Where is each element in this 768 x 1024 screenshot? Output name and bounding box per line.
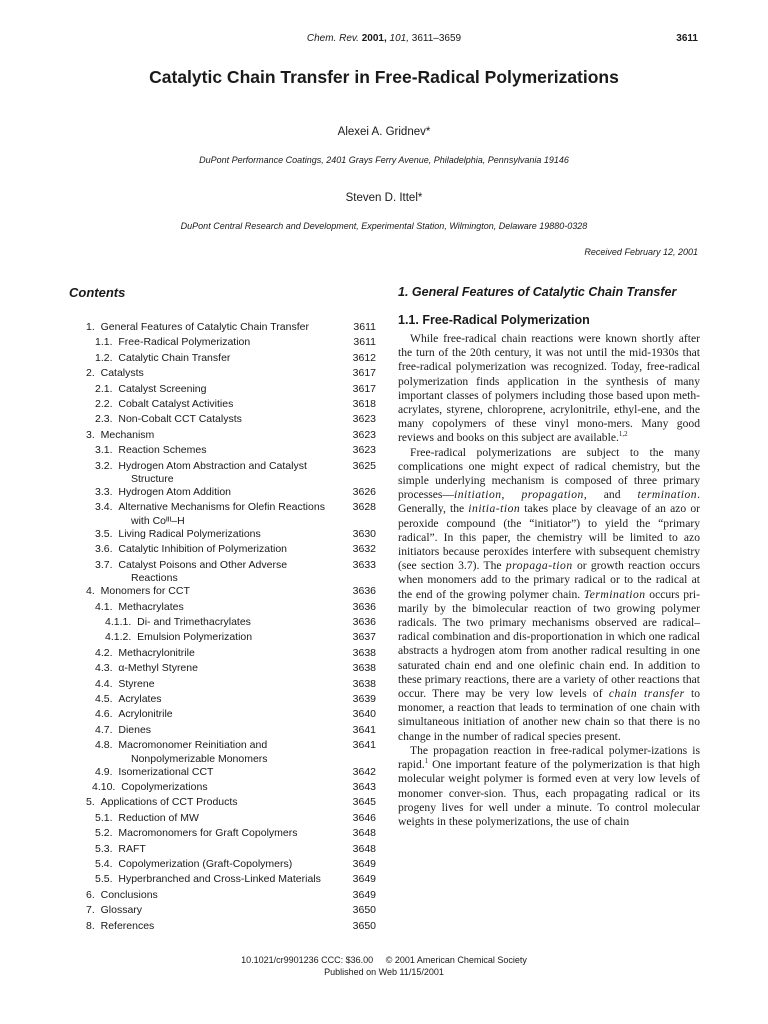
toc-number: 1. <box>86 321 95 333</box>
toc-item <box>86 443 376 458</box>
toc-page: 3638 <box>352 662 376 675</box>
toc-number: 4.1.1. <box>105 615 132 628</box>
paragraph-1: While free-radical chain reactions were known shortly after the turn of the 20th century, it was not until the mid-1930s that free-radical polymerization was recognized. Today, free-radical polymerization finds application in the synthesis of many important classes of polymers including those based upon meth-acrylates, styrene, chloroprene, acrylonitrile, ethyl-ene, and the many copolymers of these vinyl mono-mers. Many good reviews and books on this subject are available.$^{1,2}$ <box>398 332 700 445</box>
paragraph-text: takes place by cleavage of an azo or peroxide compound (the “initiator”) to yield the “primary radical”. In this paper, the chemistry will be limited to azo initiators because peroxides interfere with subsequent chemistry (see section 3.7). The <box>398 502 700 573</box>
toc-item <box>86 903 376 918</box>
paragraph-text: to monomer, a reaction that leads to termination of one chain with simultaneous initiation of another new chain so that there is no change in the number of radical species present. <box>398 687 701 743</box>
author-1: Alexei A. Gridnev* <box>337 126 431 138</box>
toc-label: Macromonomer Reinitiation and <box>118 739 268 752</box>
toc-number: 3.2. <box>95 459 113 472</box>
toc-label: Cobalt Catalyst Activities <box>118 398 234 411</box>
toc-number: 1.2. <box>95 351 113 364</box>
toc-page: 3636 <box>352 615 376 628</box>
toc-number: 4.6. <box>95 708 113 721</box>
toc-item <box>86 795 376 810</box>
contents-heading: Contents <box>69 285 126 300</box>
toc-page: 3643 <box>352 780 376 793</box>
toc-label-continued: Nonpolymerizable Monomers <box>131 752 268 765</box>
toc-page: 3623 <box>352 444 376 457</box>
footer-copyright: © 2001 American Chemical Society <box>385 955 527 965</box>
toc-item <box>86 615 376 630</box>
toc-number: 5. <box>86 796 95 809</box>
toc-page: 3641 <box>352 739 376 752</box>
toc-page: 3612 <box>352 351 376 364</box>
toc-label: Mechanism <box>100 428 155 441</box>
toc-label: Macromonomers for Graft Copolymers <box>118 827 298 840</box>
toc-label: Emulsion Polymerization <box>137 631 253 644</box>
toc-label: Dienes <box>118 723 152 736</box>
toc-number: 4.8. <box>95 739 113 752</box>
toc-page: 3628 <box>352 501 376 514</box>
toc-number: 3.4. <box>95 501 113 514</box>
toc-label: Reduction of MW <box>118 811 199 824</box>
emphasized-term: propaga-tion <box>505 559 573 573</box>
paper-title: Catalytic Chain Transfer in Free-Radical Polymerizations <box>149 67 619 87</box>
toc-item <box>86 584 376 599</box>
table-of-contents <box>86 320 376 934</box>
paragraph-text: , and <box>583 488 638 502</box>
emphasized-term: initia-tion <box>468 502 521 516</box>
toc-number: 1.1. <box>95 336 113 349</box>
author-2: Steven D. Ittel* <box>345 192 423 204</box>
toc-label: Living Radical Polymerizations <box>118 527 261 540</box>
toc-item <box>86 485 376 500</box>
toc-item <box>86 335 376 350</box>
toc-page: 3638 <box>352 646 376 659</box>
toc-page: 3639 <box>352 692 376 705</box>
toc-label: Conclusions <box>100 888 158 901</box>
toc-page: 3637 <box>352 631 376 644</box>
footer-doi: 10.1021/cr9901236 CCC: $36.00 <box>241 955 374 965</box>
toc-page: 3642 <box>352 765 376 778</box>
citation-ref: 1 <box>424 757 429 766</box>
toc-label: α-Methyl Styrene <box>118 662 198 675</box>
toc-number: 4. <box>86 585 95 598</box>
toc-item <box>86 888 376 903</box>
toc-number: 5.3. <box>95 842 113 855</box>
toc-page: 3625 <box>352 459 376 472</box>
toc-label: Free-Radical Polymerization <box>118 336 251 349</box>
paragraph-text: Free-radical polymerizations are subject to the many complications one might expect of radical chemistry, but the simple underlying mechanism is composed of three primary processes— <box>398 445 700 502</box>
toc-number: 4.3. <box>95 662 113 675</box>
toc-item <box>86 826 376 841</box>
affiliation-1: DuPont Performance Coatings, 2401 Grays Ferry Avenue, Philadelphia, Pennsylvania 19146 <box>199 155 569 165</box>
toc-label-continued: Structure <box>131 473 174 486</box>
toc-page: 3648 <box>352 827 376 840</box>
toc-number: 2. <box>86 367 95 380</box>
toc-number: 8. <box>86 919 95 932</box>
toc-page: 3632 <box>352 543 376 556</box>
toc-label: Methacrylonitrile <box>118 646 195 659</box>
toc-page: 3640 <box>352 708 376 721</box>
toc-label: General Features of Catalytic Chain Transfer <box>100 321 309 333</box>
paragraph-2 <box>398 446 700 744</box>
toc-label: Isomerizational CCT <box>118 765 214 778</box>
toc-label: Hydrogen Atom Abstraction and Catalyst <box>118 459 307 472</box>
toc-label: Hyperbranched and Cross-Linked Materials <box>118 873 321 886</box>
citation-ref: 1,2 <box>618 430 628 439</box>
toc-item <box>86 382 376 397</box>
toc-label: Non-Cobalt CCT Catalysts <box>118 413 242 426</box>
toc-item <box>86 857 376 872</box>
section-heading: 1. General Features of Catalytic Chain Transfer <box>398 285 677 299</box>
toc-number: 3.6. <box>95 543 113 556</box>
running-header <box>0 33 768 44</box>
toc-item <box>86 765 376 780</box>
toc-item <box>86 558 376 584</box>
affiliation-2: DuPont Central Research and Development, Experimental Station, Wilmington, Delaware 19880-0328 <box>180 221 588 231</box>
toc-item <box>86 527 376 542</box>
toc-page: 3650 <box>352 904 376 917</box>
paragraph-text: or growth reaction occurs when monomers add to the primary radical or to the radical at the end of the growing polymer chain. <box>398 559 700 601</box>
toc-number: 5.2. <box>95 827 113 840</box>
toc-number: 5.4. <box>95 858 113 870</box>
toc-label-continued: with Coᴵᴵᴵ–H <box>131 514 185 527</box>
toc-item <box>86 872 376 887</box>
toc-item <box>86 842 376 857</box>
toc-item <box>86 428 376 443</box>
toc-page: 3649 <box>352 858 376 870</box>
toc-label: Acrylates <box>118 692 162 705</box>
toc-number: 4.5. <box>95 692 113 705</box>
emphasized-term: termination <box>637 488 698 502</box>
emphasized-term: propagation <box>521 488 584 502</box>
emphasized-term: initiation <box>454 488 502 502</box>
toc-item <box>86 692 376 707</box>
toc-label: Copolymerization (Graft-Copolymers) <box>118 858 293 870</box>
toc-item <box>86 542 376 557</box>
toc-number: 4.1.2. <box>105 631 132 644</box>
toc-label: Catalyst Poisons and Other Adverse <box>118 558 288 571</box>
toc-number: 3. <box>86 428 95 441</box>
toc-page: 3649 <box>352 873 376 886</box>
toc-label: Styrene <box>118 677 155 690</box>
toc-number: 2.3. <box>95 413 113 426</box>
toc-label: Catalysts <box>100 367 144 380</box>
toc-item <box>86 661 376 676</box>
toc-label: Hydrogen Atom Addition <box>118 486 232 499</box>
toc-number: 7. <box>86 904 95 917</box>
toc-item <box>86 397 376 412</box>
toc-item <box>86 646 376 661</box>
toc-label: Acrylonitrile <box>118 708 173 721</box>
journal-name: Chem. Rev. <box>306 33 359 44</box>
toc-label: Reaction Schemes <box>118 444 207 457</box>
body-text <box>398 332 700 829</box>
toc-label: Alternative Mechanisms for Olefin Reactions <box>118 501 325 514</box>
toc-page: 3641 <box>352 723 376 736</box>
toc-page: 3650 <box>352 919 376 932</box>
toc-item <box>86 412 376 427</box>
toc-item <box>86 811 376 826</box>
toc-number: 4.1. <box>95 600 113 613</box>
emphasized-term: chain transfer <box>608 687 685 701</box>
journal-year: 2001, <box>361 33 387 44</box>
toc-page: 3649 <box>352 888 376 901</box>
toc-item <box>86 707 376 722</box>
emphasized-term: Termination <box>583 587 646 601</box>
toc-number: 6. <box>86 888 95 901</box>
toc-page: 3626 <box>352 486 376 499</box>
toc-label: RAFT <box>118 842 146 855</box>
toc-item <box>86 630 376 645</box>
toc-label: Methacrylates <box>118 600 184 613</box>
paragraph-3: The propagation reaction in free-radical polymer-izations is rapid.$^1$ One important feature of the polymerization is that high molecular weight polymer is formed even at very low levels of monomer conver-sion. Thus, each propagating radical or its progeny lives for well under a minute. To control molecular weights in these polymerizations, the use of chain <box>398 743 700 828</box>
toc-page: 3611 <box>353 336 376 349</box>
toc-number: 3.1. <box>95 444 113 457</box>
toc-item <box>86 738 376 764</box>
toc-number: 2.1. <box>95 382 113 395</box>
toc-item <box>86 919 376 934</box>
toc-label-continued: Reactions <box>131 572 178 585</box>
toc-page: 3646 <box>352 811 376 824</box>
toc-page: 3638 <box>352 677 376 690</box>
toc-label: References <box>100 919 155 932</box>
toc-label: Catalytic Inhibition of Polymerization <box>118 543 288 556</box>
toc-item <box>86 500 376 526</box>
toc-page: 3636 <box>352 600 376 613</box>
toc-number: 4.10. <box>92 780 116 793</box>
toc-page: 3636 <box>352 585 376 598</box>
toc-item <box>86 677 376 692</box>
toc-label: Glossary <box>100 904 143 917</box>
toc-label: Monomers for CCT <box>100 585 190 598</box>
toc-item <box>86 366 376 381</box>
toc-item <box>86 600 376 615</box>
toc-item <box>86 320 376 335</box>
toc-item <box>86 459 376 485</box>
subsection-heading: 1.1. Free-Radical Polymerization <box>398 313 590 327</box>
page-number: 3611 <box>676 33 698 44</box>
toc-item <box>86 723 376 738</box>
toc-page: 3617 <box>352 367 376 380</box>
toc-item <box>86 780 376 795</box>
toc-label: Applications of CCT Products <box>100 796 238 809</box>
toc-item <box>86 351 376 366</box>
paragraph-text: occurs pri-marily by the bimolecular reaction of two growing polymer radicals. The two primary mechanisms observed are radical–radical combination and dis-proportionation in which one radical abstracts a hydrogen atom from another radical resulting in one saturated chain end and one olefinic chain end. In addition to these primary reactions, there are a variety of other reactions that occur. There may be very low levels of <box>398 587 700 701</box>
toc-label: Di- and Trimethacrylates <box>137 615 251 628</box>
toc-page: 3648 <box>352 842 376 855</box>
toc-number: 4.4. <box>95 677 113 690</box>
toc-page: 3645 <box>352 796 376 809</box>
journal-volume: 101, <box>389 33 410 44</box>
paragraph-text: , <box>501 488 522 502</box>
toc-number: 4.7. <box>95 723 113 736</box>
toc-number: 5.1. <box>95 811 113 824</box>
footer-published: Published on Web 11/15/2001 <box>324 967 444 977</box>
toc-number: 5.5. <box>95 873 113 886</box>
toc-label: Copolymerizations <box>121 780 208 793</box>
toc-number: 4.9. <box>95 765 113 778</box>
toc-number: 3.5. <box>95 527 113 540</box>
received-date: Received February 12, 2001 <box>584 247 698 257</box>
journal-pages: 3611–3659 <box>411 33 462 44</box>
toc-label: Catalyst Screening <box>118 382 207 395</box>
toc-page: 3618 <box>352 398 376 411</box>
toc-page: 3611 <box>353 321 376 333</box>
toc-page: 3617 <box>352 382 376 395</box>
footer-doi-line <box>0 955 768 965</box>
toc-page: 3630 <box>352 527 376 540</box>
toc-label: Catalytic Chain Transfer <box>118 351 231 364</box>
toc-page: 3623 <box>352 428 376 441</box>
toc-number: 3.7. <box>95 558 113 571</box>
toc-page: 3633 <box>352 558 376 571</box>
paragraph-text: . Generally, the <box>398 488 701 516</box>
toc-number: 3.3. <box>95 486 113 499</box>
toc-page: 3623 <box>352 413 376 426</box>
toc-number: 2.2. <box>95 398 113 411</box>
toc-number: 4.2. <box>95 646 113 659</box>
